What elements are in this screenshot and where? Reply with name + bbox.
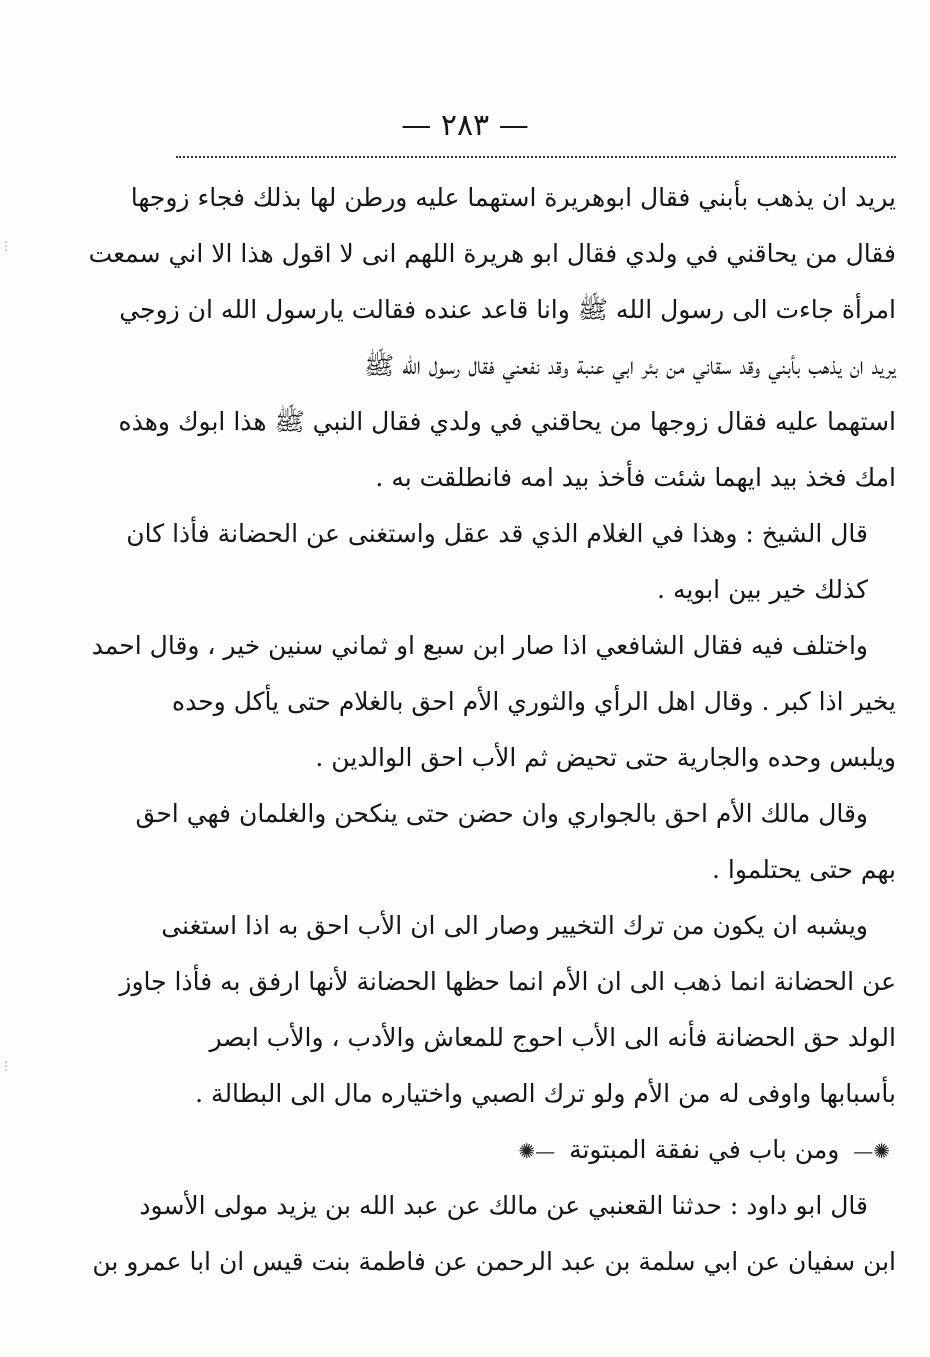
- header-rule: [176, 156, 896, 158]
- paragraph-3: [91, 618, 896, 786]
- paragraph-6: [92, 1178, 896, 1290]
- text-line: قال الشيخ : وهذا في الغلام الذي قد عقل واستغنى عن الحضانة فأذا كان: [126, 519, 868, 548]
- text-line: امك فخذ بيد ايهما شئت فأخذ بيد امه فانطلقت به .: [375, 463, 896, 492]
- section-heading-text: ومن باب في نفقة المبتوتة: [569, 1135, 840, 1164]
- paragraph-5: [119, 898, 896, 1122]
- text-body: [88, 170, 896, 1290]
- margin-mark: ⋮: [0, 1059, 12, 1073]
- text-line: بهم حتى يحتلموا .: [712, 855, 896, 884]
- text-line: فقال من يحاقني في ولدي فقال ابو هريرة اللهم انى لا اقول هذا الا اني سمعت: [88, 239, 896, 268]
- text-line: كذلك خير بين ابويه .: [657, 575, 868, 604]
- text-line: ويلبس وحده والجارية حتى تحيض ثم الأب احق الوالدين .: [315, 743, 896, 772]
- text-line: الولد حق الحضانة فأنه الى الأب احوج للمعاش والأدب ، والأب ابصر: [209, 1023, 896, 1052]
- text-line: امرأة جاءت الى رسول الله ﷺ وانا قاعد عنده فقالت يارسول الله ان زوجي: [119, 295, 896, 324]
- text-line: يريد ان يذهب بأبني وقد سقاني من بئر ابي عنبة وقد نفعني فقال رسول الله ﷺ: [363, 351, 896, 380]
- paragraph-1: [88, 170, 896, 506]
- ornament-icon: ✺—: [853, 1139, 890, 1163]
- text-line: قال ابو داود : حدثنا القعنبي عن مالك عن عبد الله بن يزيد مولى الأسود: [139, 1191, 868, 1220]
- ornament-icon: —✺: [518, 1139, 556, 1163]
- text-line: عن الحضانة انما ذهب الى ان الأم انما حظها الحضانة لأنها ارفق به فأذا جاوز: [119, 967, 896, 996]
- margin-mark: ⋮: [0, 239, 12, 253]
- paragraph-2: [126, 506, 896, 618]
- paragraph-4: [135, 786, 896, 898]
- text-line: ويشبه ان يكون من ترك التخيير وصار الى ان الأب احق به اذا استغنى: [161, 911, 868, 940]
- text-line: واختلف فيه فقال الشافعي اذا صار ابن سبع او ثماني سنين خير ، وقال احمد: [91, 631, 868, 660]
- text-line: وقال مالك الأم احق بالجواري وان حضن حتى ينكحن والغلمان فهي احق: [135, 799, 868, 828]
- text-line: يخير اذا كبر . وقال اهل الرأي والثوري الأم احق بالغلام حتى يأكل وحده: [172, 687, 896, 716]
- section-heading: [176, 1122, 896, 1178]
- text-line: ابن سفيان عن ابي سلمة بن عبد الرحمن عن فاطمة بنت قيس ان ابا عمرو بن: [92, 1247, 896, 1276]
- text-line: يريد ان يذهب بأبني فقال ابوهريرة استهما عليه ورطن لها بذلك فجاء زوجها: [130, 183, 896, 212]
- text-line: بأسبابها واوفى له من الأم ولو ترك الصبي واختياره مال الى البطالة .: [195, 1079, 896, 1108]
- page-number: — ٢٨٣ —: [401, 108, 529, 143]
- text-line: استهما عليه فقال زوجها من يحاقني في ولدي فقال النبي ﷺ هذا ابوك وهذه: [118, 407, 896, 436]
